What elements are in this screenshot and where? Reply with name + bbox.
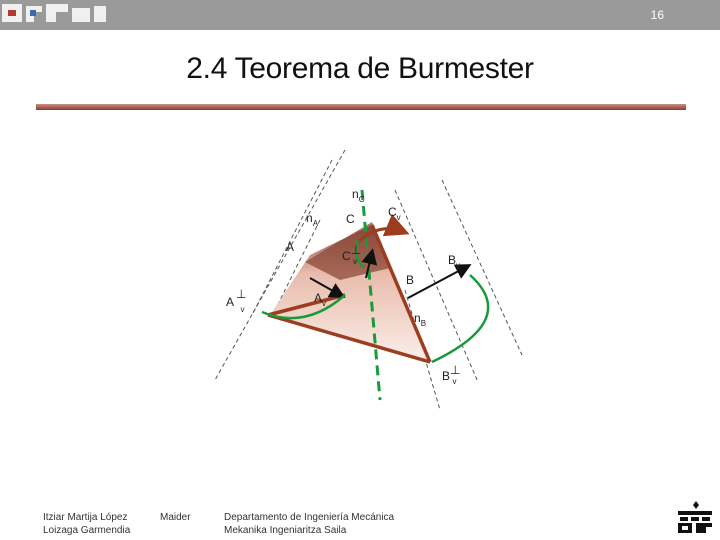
label-cv: $C_v$ <box>388 205 401 222</box>
label-c: C <box>346 212 355 226</box>
slide-title: 2.4 Teorema de Burmester <box>186 52 534 85</box>
label-av: $A_v$ <box>314 291 327 308</box>
footer-maider: Maider <box>160 512 191 523</box>
page-number: 16 <box>650 8 664 22</box>
rotation-arc-b <box>432 275 488 362</box>
label-cv-perp: C⊥ v <box>342 243 362 266</box>
label-av-perp: A⊥ v <box>226 287 247 314</box>
label-b: B <box>406 273 415 287</box>
label-nc: $n_C$ <box>352 187 365 204</box>
label-na: $n_A$ <box>306 211 319 228</box>
footer-department: Departamento de Ingeniería Mecánica Mekanika Ingeniaritza Saila <box>224 512 395 536</box>
velocity-arrow-b <box>408 266 468 298</box>
footer-authors: Itziar Martija López Loizaga Garmendia <box>43 512 131 536</box>
label-bv: $B_v$ <box>448 253 461 270</box>
upv-ehu-logo <box>674 498 716 536</box>
label-bv-perp: B⊥ v <box>442 363 461 386</box>
label-nb: $n_B$ <box>414 311 427 328</box>
label-a: A <box>286 240 295 254</box>
normal-line-b2 <box>442 180 522 355</box>
